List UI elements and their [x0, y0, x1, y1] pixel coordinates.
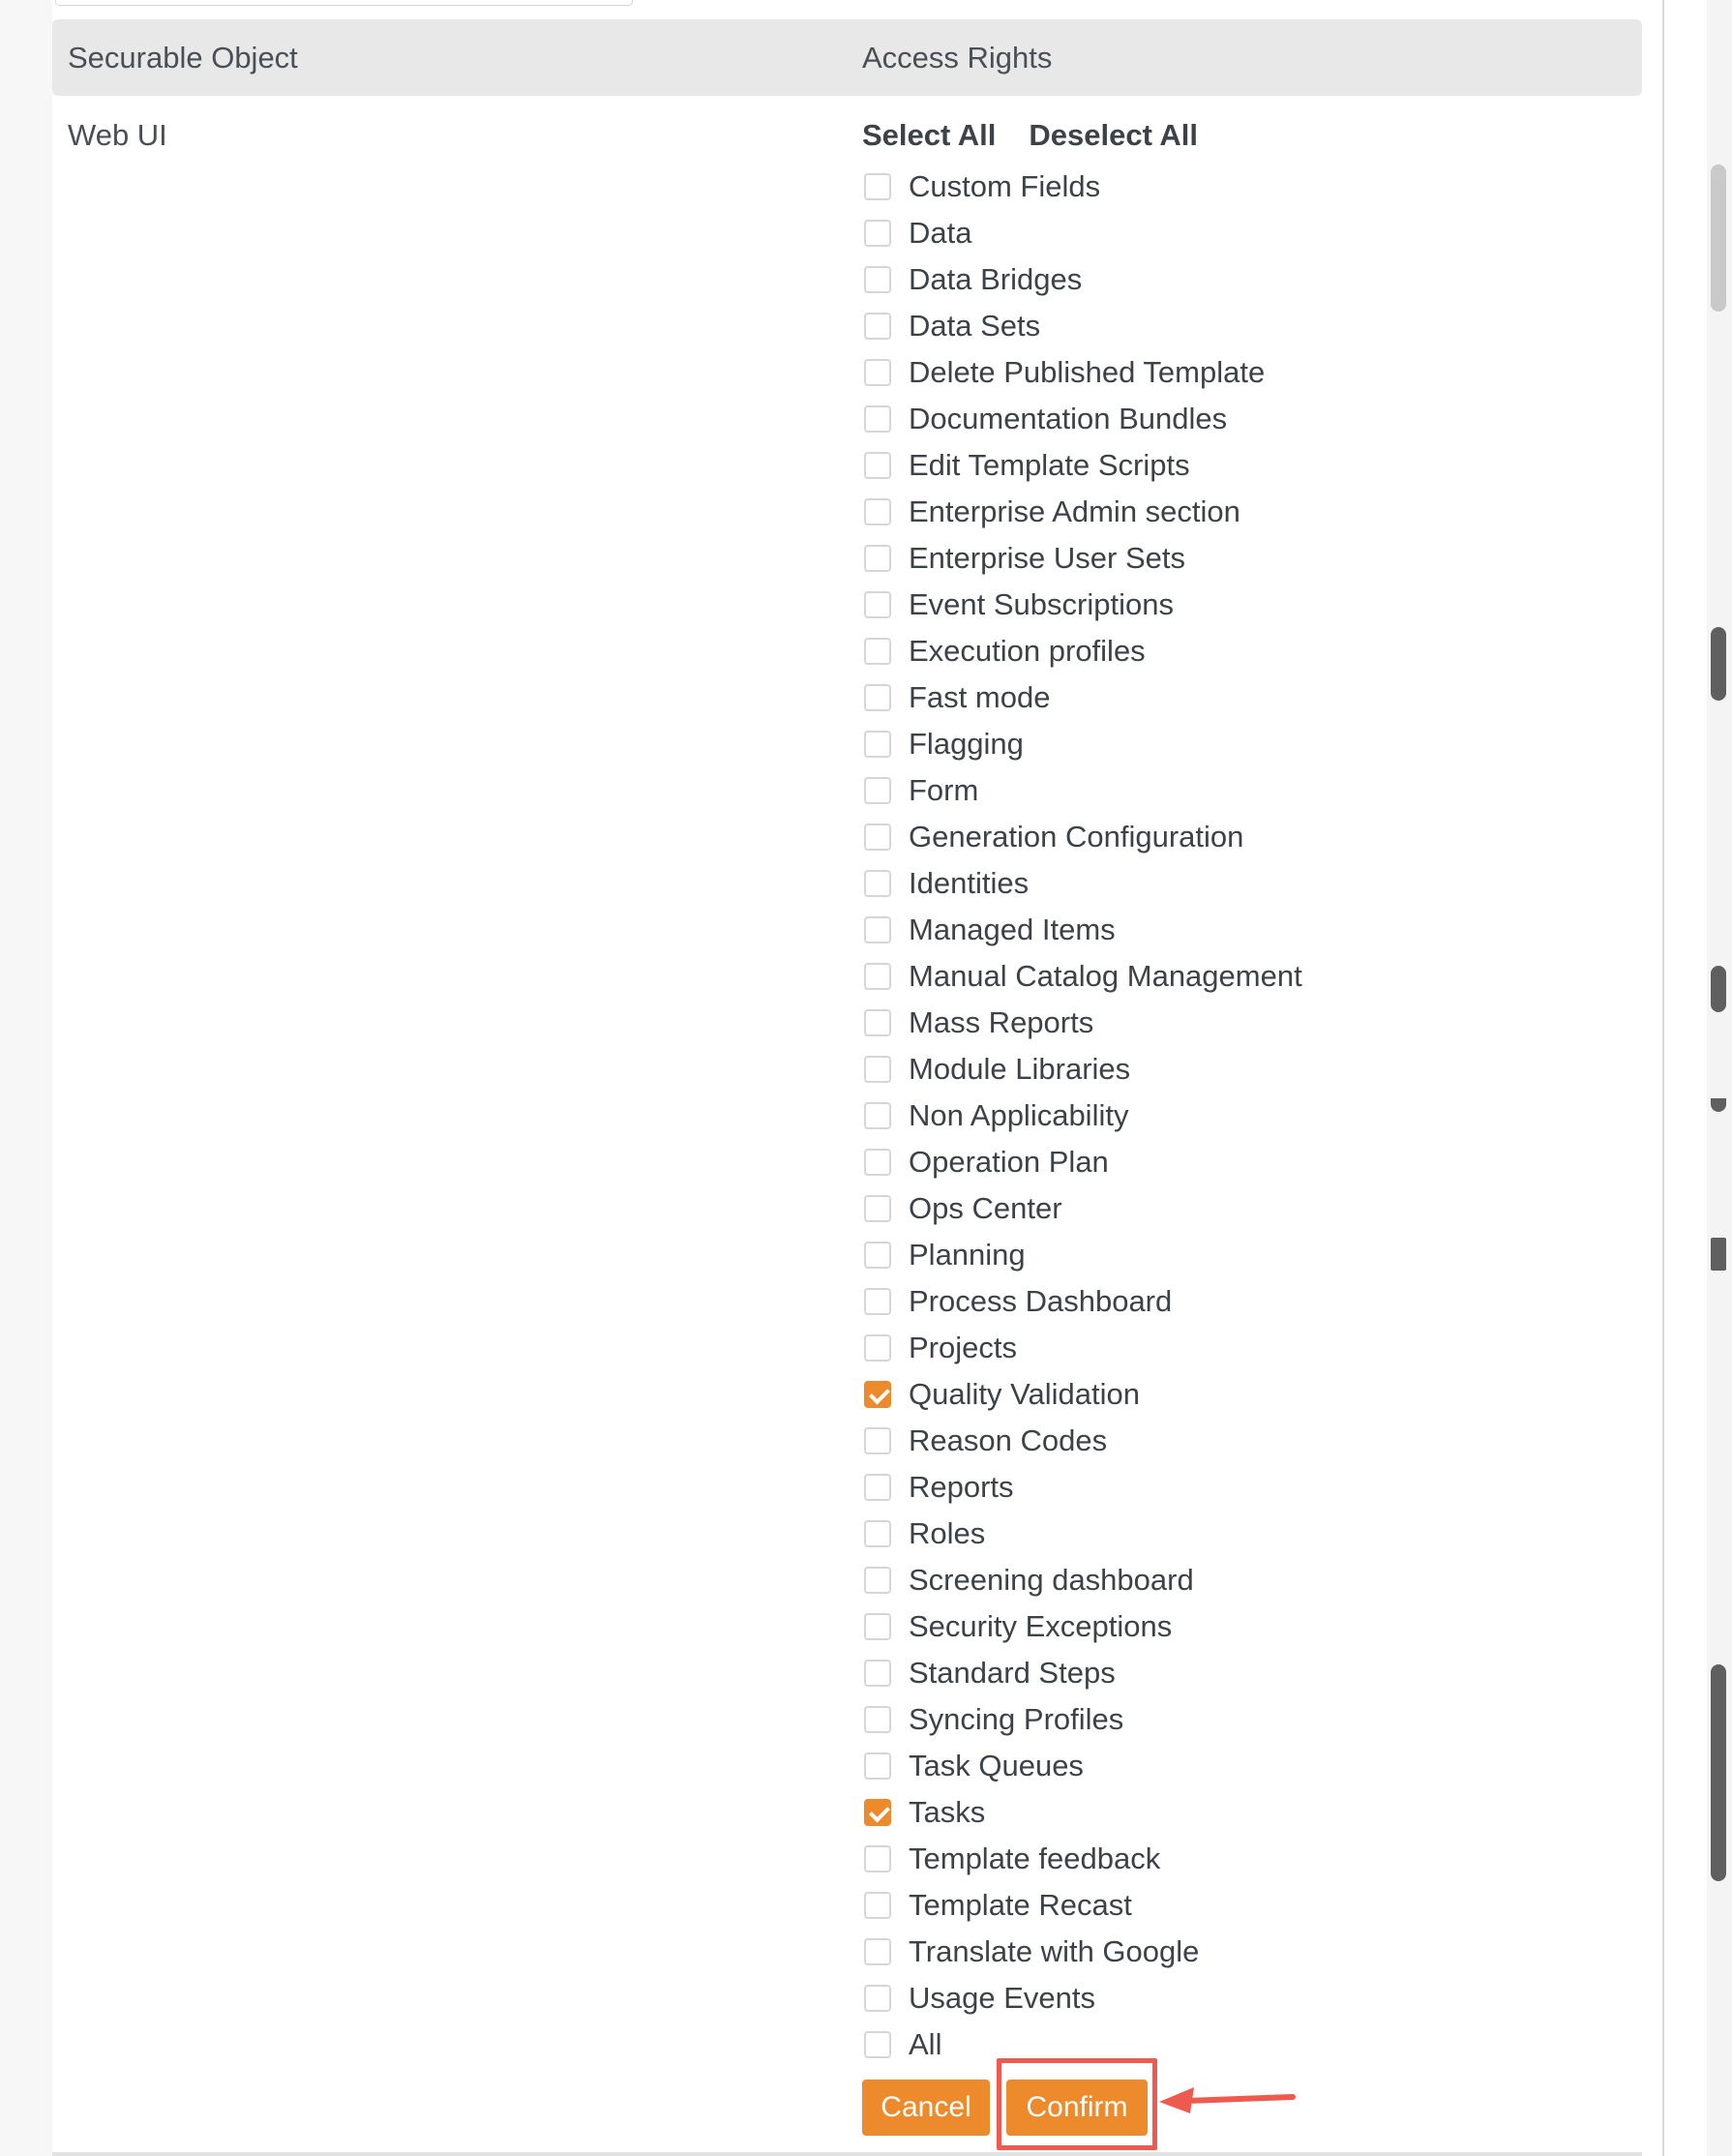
access-right-label: Manual Catalog Management — [909, 959, 1302, 993]
access-right-label: Mass Reports — [909, 1005, 1094, 1039]
access-right-label: Translate with Google — [909, 1934, 1200, 1968]
access-right-label: Enterprise Admin section — [909, 494, 1240, 528]
access-right-item[interactable] — [864, 349, 1302, 396]
access-right-item[interactable] — [864, 1232, 1302, 1278]
access-right-label: Form — [909, 773, 979, 807]
access-right-label: Non Applicability — [909, 1098, 1129, 1132]
access-right-label: Data Bridges — [909, 262, 1083, 296]
access-right-item[interactable] — [864, 1139, 1302, 1185]
access-right-item[interactable] — [864, 442, 1302, 489]
access-right-item[interactable] — [864, 535, 1302, 582]
deselect-all-link[interactable]: Deselect All — [1029, 118, 1199, 152]
checkbox[interactable] — [864, 545, 891, 572]
checkbox[interactable] — [864, 1613, 891, 1640]
access-right-item[interactable] — [864, 628, 1302, 674]
access-right-label: Ops Center — [909, 1191, 1062, 1225]
access-right-item[interactable] — [864, 1325, 1302, 1371]
access-right-label: Planning — [909, 1238, 1026, 1272]
access-right-label: Flagging — [909, 727, 1024, 761]
access-right-item[interactable] — [864, 1093, 1302, 1139]
access-right-label: Standard Steps — [909, 1656, 1116, 1690]
checkbox[interactable] — [864, 916, 891, 943]
checkbox[interactable] — [864, 1195, 891, 1222]
checkbox[interactable] — [864, 498, 891, 525]
access-right-item[interactable] — [864, 1464, 1302, 1511]
checkbox[interactable] — [864, 1938, 891, 1965]
access-right-label: Usage Events — [909, 1981, 1095, 2015]
checkbox-checked[interactable] — [864, 1381, 891, 1408]
access-right-label: Identities — [909, 866, 1030, 900]
arrow-left-icon — [1157, 2083, 1299, 2118]
checkbox[interactable] — [864, 1660, 891, 1687]
scrollbar-marker — [1711, 1664, 1726, 1881]
access-right-label: Generation Configuration — [909, 820, 1244, 853]
confirm-button[interactable]: Confirm — [1006, 2080, 1148, 2136]
access-right-item[interactable] — [864, 489, 1302, 535]
page-scrollbar[interactable] — [1707, 0, 1732, 2156]
access-right-label: Operation Plan — [909, 1145, 1109, 1179]
securable-object-header: Securable Object — [68, 41, 298, 75]
access-right-item[interactable] — [864, 210, 1302, 256]
access-right-item[interactable] — [864, 814, 1302, 860]
table-bottom-rule — [52, 2152, 1642, 2156]
access-right-label: Delete Published Template — [909, 355, 1266, 389]
access-right-label: Screening dashboard — [909, 1563, 1194, 1597]
access-right-item[interactable] — [864, 303, 1302, 349]
scrollbar-marker — [1711, 966, 1726, 1012]
access-right-label: Managed Items — [909, 913, 1116, 946]
access-right-item[interactable] — [864, 164, 1302, 210]
access-rights-header: Access Rights — [862, 41, 1053, 75]
access-right-label: Projects — [909, 1331, 1017, 1364]
access-right-label: Process Dashboard — [909, 1284, 1173, 1318]
access-right-item[interactable] — [864, 721, 1302, 767]
access-right-label: Task Queues — [909, 1749, 1084, 1782]
access-right-item[interactable] — [864, 1418, 1302, 1464]
access-right-item[interactable] — [864, 674, 1302, 721]
checkbox[interactable] — [864, 173, 891, 200]
access-right-item[interactable] — [864, 1789, 1302, 1836]
access-right-item[interactable] — [864, 860, 1302, 907]
access-right-item[interactable] — [864, 396, 1302, 442]
checkbox[interactable] — [864, 1102, 891, 1129]
checkbox[interactable] — [864, 1334, 891, 1362]
checkbox[interactable] — [864, 591, 891, 618]
checkbox[interactable] — [864, 313, 891, 340]
access-right-item[interactable] — [864, 1650, 1302, 1696]
checkbox[interactable] — [864, 1985, 891, 2012]
checkbox[interactable] — [864, 1706, 891, 1733]
access-right-label: Quality Validation — [909, 1377, 1140, 1411]
cancel-button[interactable]: Cancel — [862, 2080, 990, 2136]
access-right-label: Event Subscriptions — [909, 587, 1174, 621]
access-right-label: Reports — [909, 1470, 1014, 1504]
access-right-label: Enterprise User Sets — [909, 541, 1185, 575]
checkbox[interactable] — [864, 963, 891, 990]
table-header — [52, 19, 1642, 96]
access-right-item[interactable] — [864, 767, 1302, 814]
access-right-item[interactable] — [864, 1000, 1302, 1046]
checkbox[interactable] — [864, 1009, 891, 1036]
checkbox[interactable] — [864, 1845, 891, 1872]
access-right-label: Data Sets — [909, 309, 1041, 343]
access-right-item[interactable] — [864, 1557, 1302, 1603]
select-all-link[interactable]: Select All — [862, 118, 997, 152]
select-links — [862, 116, 1198, 155]
access-right-item[interactable] — [864, 1929, 1302, 1975]
access-right-label: Security Exceptions — [909, 1609, 1173, 1643]
checkbox[interactable] — [864, 1149, 891, 1176]
access-right-label: Edit Template Scripts — [909, 448, 1190, 482]
access-right-item[interactable] — [864, 256, 1302, 303]
scrollbar-marker — [1711, 1098, 1726, 1112]
access-right-item[interactable] — [864, 582, 1302, 628]
access-right-label: Fast mode — [909, 680, 1051, 714]
checkbox[interactable] — [864, 1752, 891, 1780]
access-right-label: All — [909, 2027, 942, 2061]
access-right-item[interactable] — [864, 1185, 1302, 1232]
access-right-label: Template feedback — [909, 1842, 1161, 1875]
checkbox[interactable] — [864, 1288, 891, 1315]
checkbox[interactable] — [864, 1056, 891, 1083]
checkbox-checked[interactable] — [864, 1799, 891, 1826]
access-right-item[interactable] — [864, 1511, 1302, 1557]
access-right-item[interactable] — [864, 1975, 1302, 2021]
checkbox[interactable] — [864, 405, 891, 433]
access-right-label: Documentation Bundles — [909, 402, 1228, 435]
access-right-label: Module Libraries — [909, 1052, 1131, 1086]
checkbox[interactable] — [864, 777, 891, 804]
scrollbar-marker — [1711, 627, 1726, 701]
access-right-label: Data — [909, 216, 972, 250]
access-right-item[interactable] — [864, 1836, 1302, 1882]
access-right-label: Reason Codes — [909, 1423, 1108, 1457]
access-right-item[interactable] — [864, 1603, 1302, 1650]
access-right-label: Syncing Profiles — [909, 1702, 1124, 1736]
access-right-item[interactable] — [864, 1882, 1302, 1929]
access-right-item[interactable] — [864, 953, 1302, 1000]
access-right-item[interactable] — [864, 1046, 1302, 1093]
top-field-edge — [55, 0, 633, 6]
access-right-label: Execution profiles — [909, 634, 1146, 668]
access-right-item[interactable] — [864, 1696, 1302, 1743]
checkbox[interactable] — [864, 1567, 891, 1594]
checkbox[interactable] — [864, 359, 891, 386]
access-rights-list — [864, 164, 1302, 2068]
checkbox[interactable] — [864, 731, 891, 758]
access-right-item[interactable] — [864, 907, 1302, 953]
checkbox[interactable] — [864, 1892, 891, 1919]
checkbox[interactable] — [864, 1520, 891, 1547]
scrollbar-marker — [1711, 1238, 1726, 1271]
checkbox[interactable] — [864, 266, 891, 293]
access-right-label: Template Recast — [909, 1888, 1132, 1922]
checkbox[interactable] — [864, 1242, 891, 1269]
checkbox[interactable] — [864, 452, 891, 479]
checkbox[interactable] — [864, 220, 891, 247]
checkbox[interactable] — [864, 870, 891, 897]
checkbox[interactable] — [864, 684, 891, 711]
access-right-item[interactable] — [864, 1278, 1302, 1325]
access-right-item[interactable] — [864, 1743, 1302, 1789]
left-gutter — [0, 0, 52, 2156]
access-right-item[interactable] — [864, 1371, 1302, 1418]
checkbox[interactable] — [864, 1474, 891, 1501]
checkbox[interactable] — [864, 2031, 891, 2058]
access-right-label: Tasks — [909, 1795, 986, 1829]
checkbox[interactable] — [864, 638, 891, 665]
access-right-label: Roles — [909, 1516, 986, 1550]
checkbox[interactable] — [864, 823, 891, 851]
access-right-label: Custom Fields — [909, 169, 1101, 203]
checkbox[interactable] — [864, 1427, 891, 1454]
scrollbar-thumb[interactable] — [1711, 165, 1726, 312]
securable-object-name: Web UI — [68, 118, 167, 152]
